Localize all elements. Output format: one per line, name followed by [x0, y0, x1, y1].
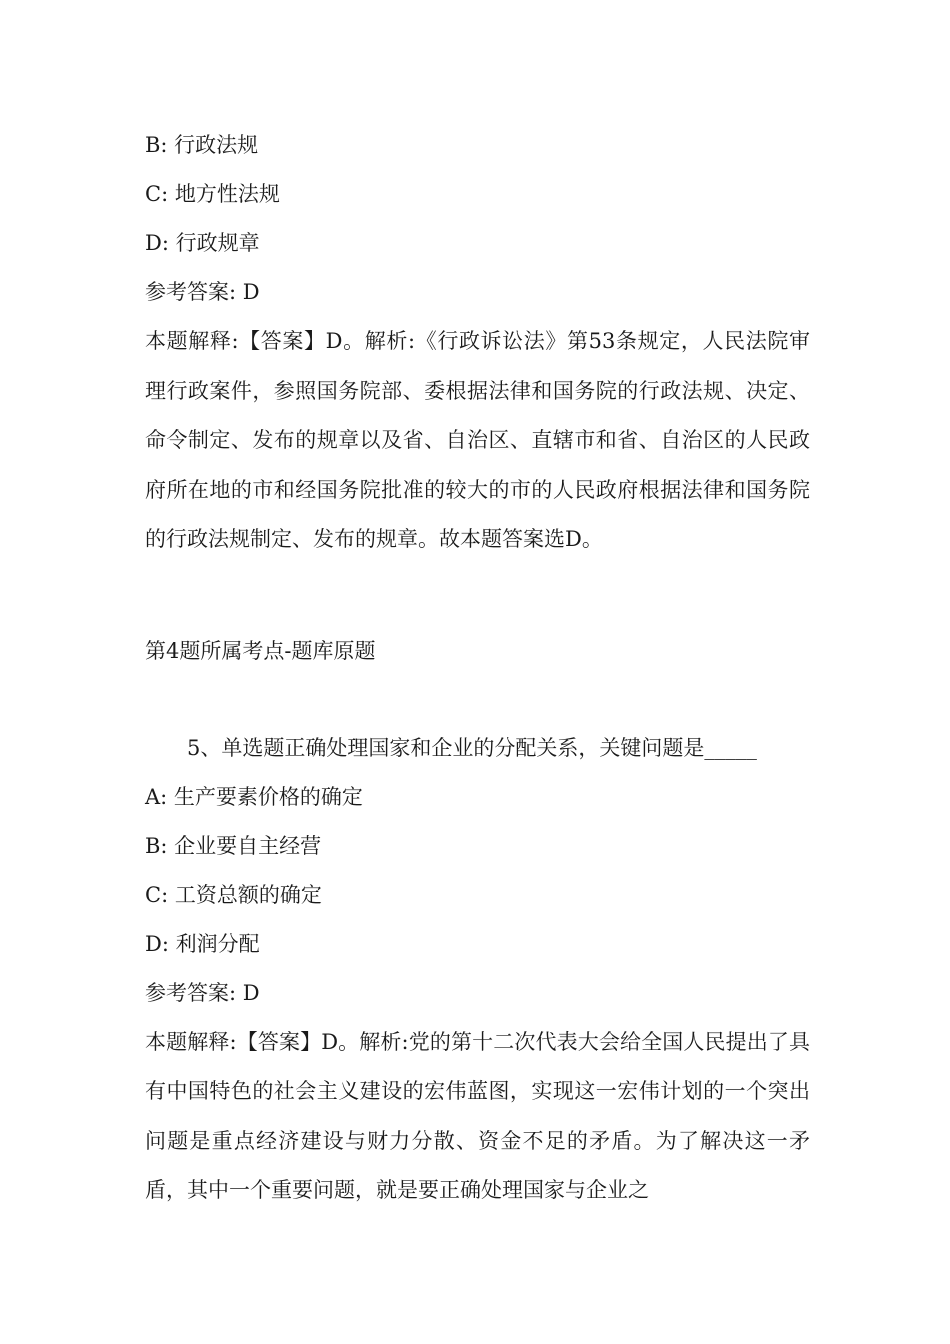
q5-option-c: C: 工资总额的确定: [145, 882, 322, 907]
spacer: [145, 584, 810, 636]
q4-source: 第4题所属考点-题库原题: [145, 638, 376, 663]
q5-explanation: 本题解释:【答案】D。解析:党的第十二次代表大会给全国人民提出了具有中国特色的社会主义建设的宏伟蓝图，实现这一宏伟计划的一个突出问题是重点经济建设与财力分散、资金不足的矛盾。为了解决这一矛盾，其中一个重要问题，就是要正确处理国家与企业之: [145, 1029, 810, 1202]
document-content: [145, 130, 810, 1235]
q5-answer: 参考答案: D: [145, 980, 260, 1005]
q5-option-d: D: 利润分配: [145, 931, 260, 956]
q4-option-d: D: 行政规章: [145, 231, 260, 255]
q5-question: 5、单选题正确处理国家和企业的分配关系，关键问题是_____: [187, 735, 757, 760]
q4-answer: 参考答案: D: [145, 280, 260, 304]
q5-option-a: A: 生产要素价格的确定: [145, 784, 363, 809]
q4-option-b: B: 行政法规: [145, 133, 259, 157]
spacer: [145, 685, 810, 733]
q4-explanation: 本题解释:【答案】D。解析:《行政诉讼法》第53条规定，人民法院审理行政案件，参照国务院部、委根据法律和国务院的行政法规、决定、命令制定、发布的规章以及省、自治区、直辖市和省、自治区的人民政府所在地的市和经国务院批准的较大的市的人民政府根据法律和国务院的行政法规制定、发布的规章。故本题答案选D。: [145, 329, 810, 551]
q5-option-b: B: 企业要自主经营: [145, 833, 322, 858]
q4-option-c: C: 地方性法规: [145, 182, 280, 206]
